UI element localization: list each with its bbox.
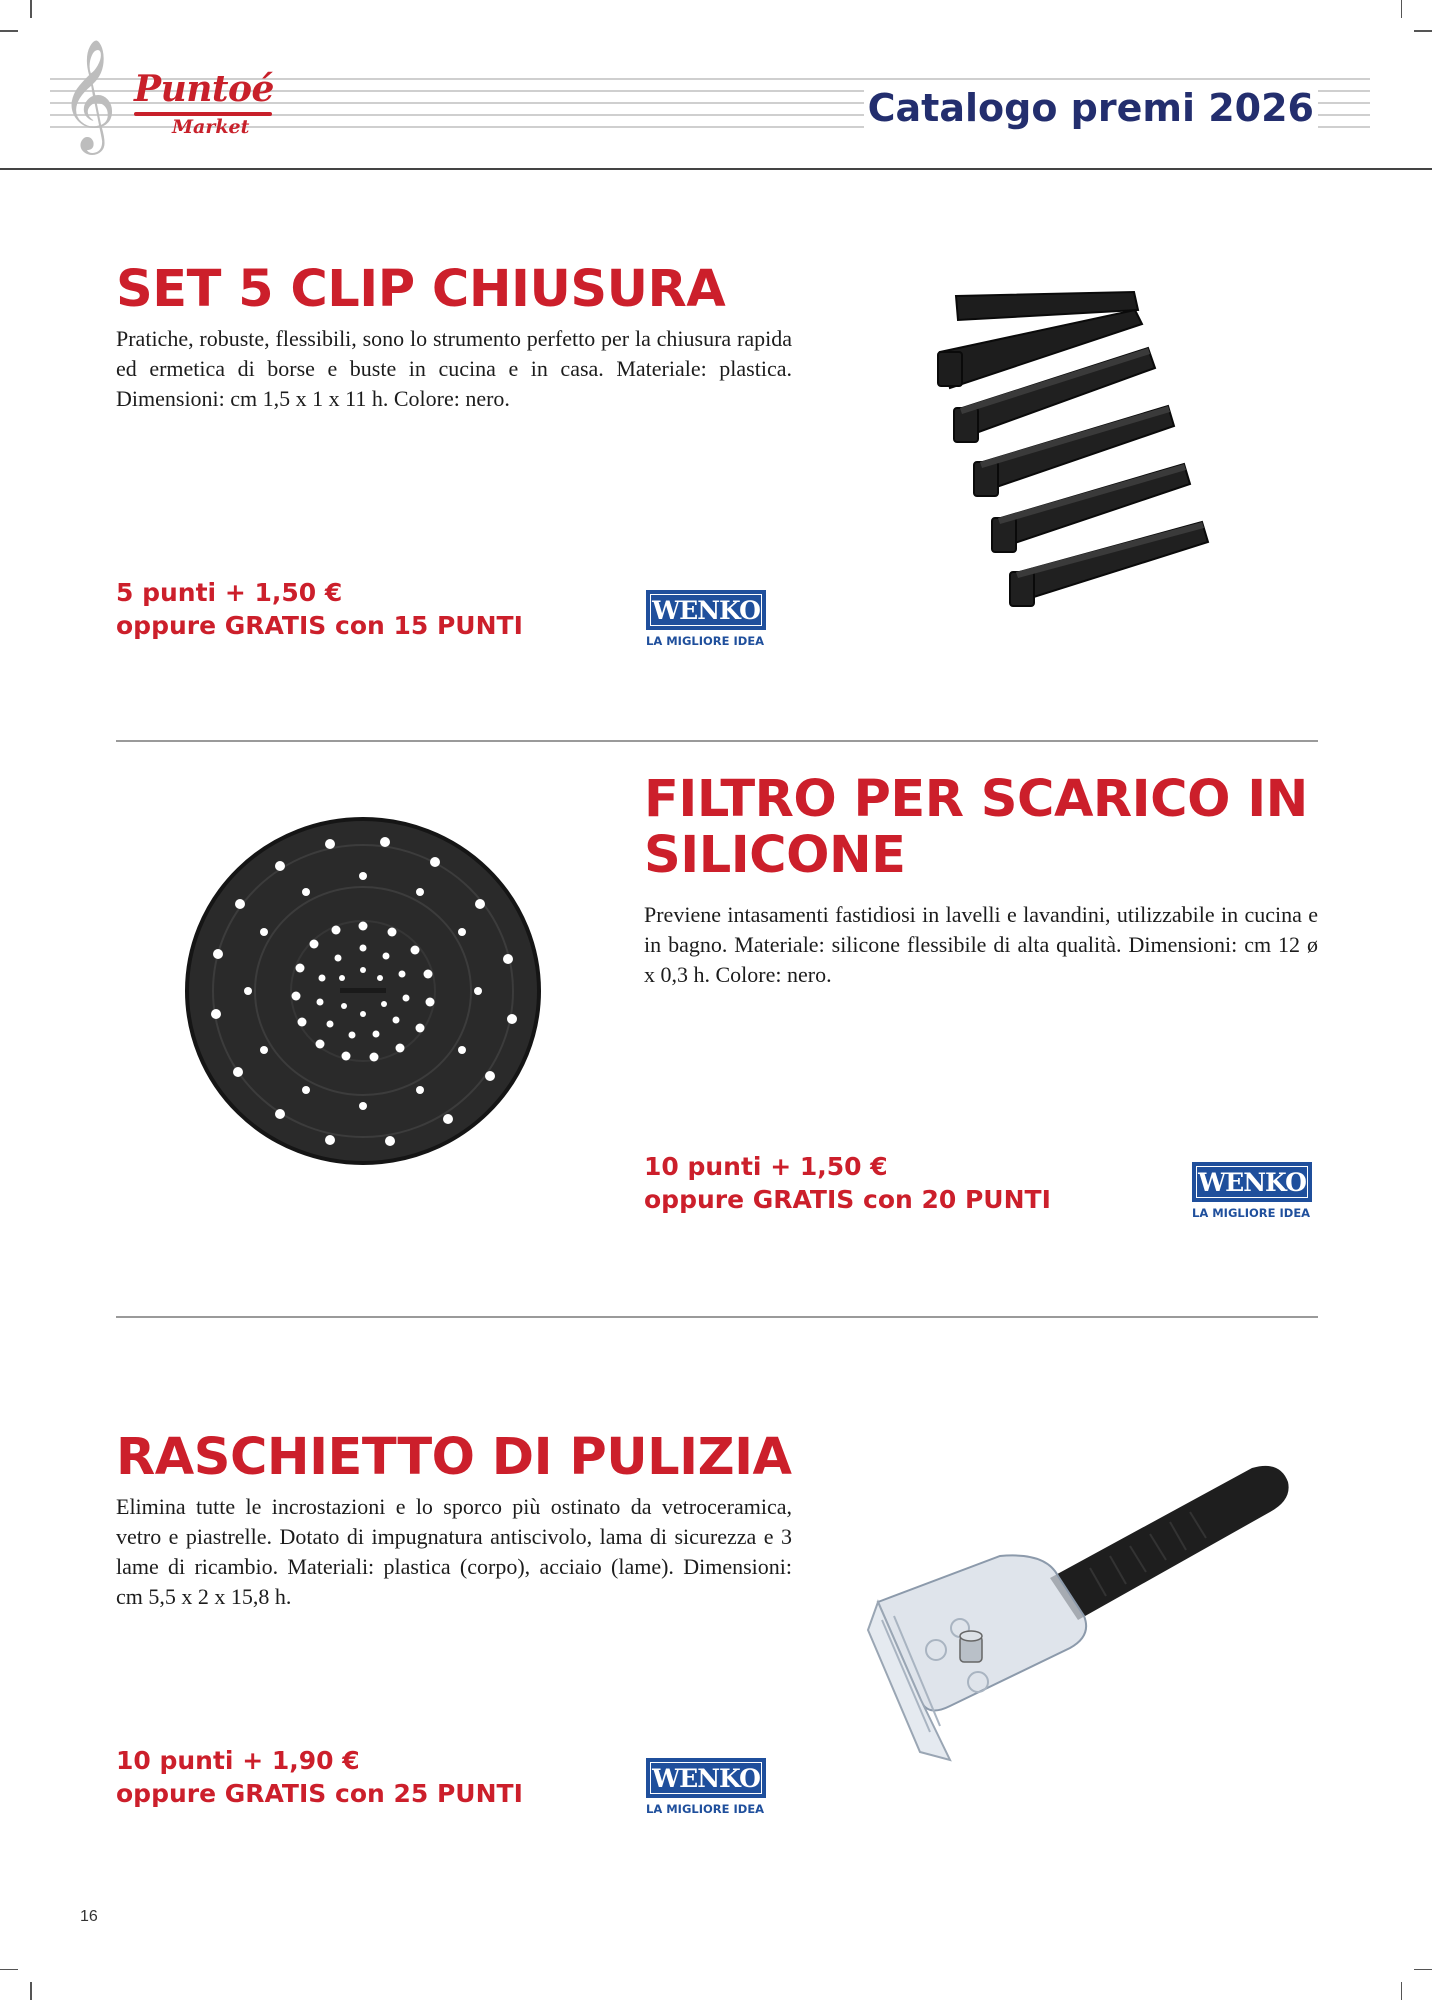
brand-name: WENKO xyxy=(646,1758,766,1798)
section-divider xyxy=(116,1316,1318,1318)
page-number: 16 xyxy=(80,1908,98,1925)
price-free: oppure GRATIS con 25 PUNTI xyxy=(116,1779,523,1808)
product-price xyxy=(644,1150,1164,1216)
price-free: oppure GRATIS con 20 PUNTI xyxy=(644,1185,1051,1214)
product-description: Pratiche, robuste, flessibili, sono lo strumento perfetto per la chiusura rapida ed ermetica di borse e buste in cucina e in casa. Materiale: plastica. Dimensioni: cm 1,5 x 1 x 11 h. Colore: nero. xyxy=(116,326,792,411)
product-price xyxy=(116,1744,636,1810)
drain-filter-image xyxy=(180,814,546,1168)
catalog-title: Catalogo premi 2026 xyxy=(864,86,1318,130)
treble-clef-icon: 𝄞 xyxy=(60,38,117,150)
product-description: Previene intasamenti fastidiosi in lavelli e lavandini, utilizzabile in cucina e in bagno. Materiale: silicone flessibile di alta qualità. Dimensioni: cm 12 ø x 0,3 h. Colore: nero. xyxy=(644,902,1318,987)
price-free: oppure GRATIS con 15 PUNTI xyxy=(116,611,523,640)
brand-tagline: LA MIGLIORE IDEA xyxy=(1192,1206,1311,1220)
brand-logo xyxy=(646,1758,768,1816)
clip-set-image xyxy=(920,280,1220,640)
crop-mark xyxy=(30,1982,32,2000)
brand-tagline: LA MIGLIORE IDEA xyxy=(646,634,765,648)
crop-mark xyxy=(1401,1982,1403,2000)
store-logo-subtext: Market xyxy=(172,116,250,138)
section-divider xyxy=(116,740,1318,742)
header-rule xyxy=(0,168,1432,170)
product-title: SET 5 CLIP CHIUSURA xyxy=(116,260,726,319)
product-price xyxy=(116,576,636,642)
page-header xyxy=(0,0,1432,170)
product-title: RASCHIETTO DI PULIZIA xyxy=(116,1428,792,1487)
price-points: 10 punti + 1,50 € xyxy=(644,1152,888,1181)
brand-name: WENKO xyxy=(1192,1162,1312,1202)
scraper-image xyxy=(860,1460,1296,1770)
crop-mark xyxy=(1414,1969,1432,1971)
brand-logo xyxy=(1192,1162,1314,1220)
brand-tagline: LA MIGLIORE IDEA xyxy=(646,1802,765,1816)
brand-logo xyxy=(646,590,768,648)
brand-name: WENKO xyxy=(646,590,766,630)
price-points: 10 punti + 1,90 € xyxy=(116,1746,360,1775)
product-title: FILTRO PER SCARICO IN SILICONE xyxy=(644,770,1308,885)
store-logo: Puntoé xyxy=(134,68,274,110)
price-points: 5 punti + 1,50 € xyxy=(116,578,343,607)
product-description: Elimina tutte le incrostazioni e lo sporco più ostinato da vetroceramica, vetro e piastrelle. Dotato di impugnatura antiscivolo, lama di sicurezza e 3 lame di ricambio. Materiali: plastica (corpo), acciaio (lame). Dimensioni: cm 5,5 x 2 x 15,8 h. xyxy=(116,1494,792,1609)
crop-mark xyxy=(0,1969,18,1971)
